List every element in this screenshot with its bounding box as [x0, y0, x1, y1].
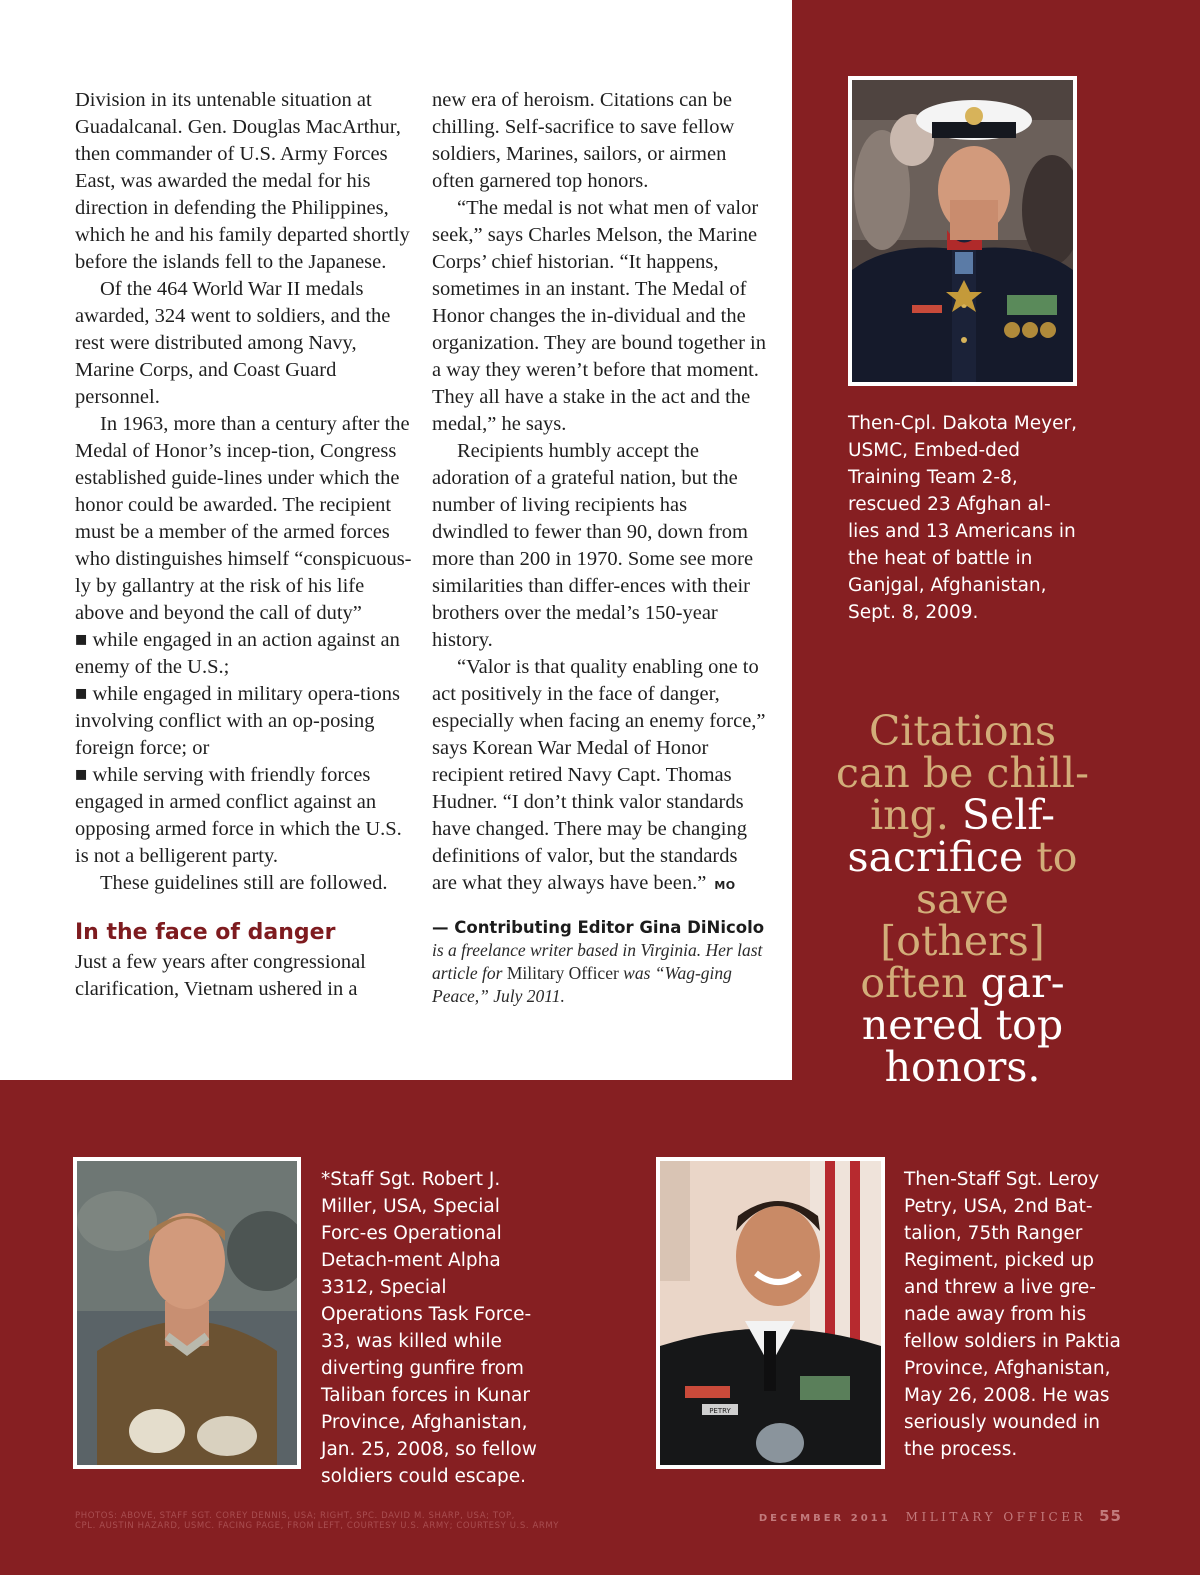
caption-miller: *Staff Sgt. Robert J. Miller, USA, Special Forc-es Operational Detach-ment Alpha 3312, Special Operations Task Force-33, was killed while diverting gunfire from Taliban forces in Kunar Province, Afghanistan, Jan. 25, 2008, so fellow soldiers could escape. [321, 1169, 537, 1487]
article-column-2 [432, 87, 767, 1008]
issue-date: DECEMBER 2011 [758, 1513, 891, 1524]
author-bio [432, 939, 767, 1008]
pull-quote-white-text: Self-sacrifice [847, 791, 1055, 881]
bullet-item: ■ while serving with friendly forces engaged in armed conflict against an opposing armed force in which the U.S. is not a belligerent party. [75, 764, 402, 867]
photo-dakota-meyer [848, 76, 1077, 386]
photo-leroy-petry [656, 1157, 885, 1469]
caption-petry: Then-Staff Sgt. Leroy Petry, USA, 2nd Bat-talion, 75th Ranger Regiment, picked up and threw a live gre-nade away from his fellow soldiers in Paktia Province, Afghanistan, May 26, 2008. He was seriously wounded in the process. [904, 1169, 1121, 1460]
page-number: 55 [1099, 1507, 1122, 1525]
photo-credits [75, 1511, 675, 1531]
section-subhead: In the face of danger [75, 920, 336, 945]
credit-line: CPL. AUSTIN HAZARD, USMC. FACING PAGE, FROM LEFT, COURTESY U.S. ARMY; COURTESY U.S. ARMY [75, 1521, 560, 1531]
bullet-item: ■ while engaged in an action against an enemy of the U.S.; [75, 629, 400, 678]
publication-name: Military Officer [506, 963, 619, 983]
author-bio-text: was “Wag-ging Peace,” July 2011. [432, 963, 732, 1006]
body-paragraph: new era of heroism. Citations can be chilling. Self-sacrifice to save fellow soldiers, Marines, sailors, or airmen often garnered top honors. [432, 89, 735, 192]
body-paragraph: Division in its untenable situation at Guadalcanal. Gen. Douglas MacArthur, then commander of U.S. Army Forces East, was awarded the medal for his direction in defending the Philippines, which he and his family departed shortly before the islands fell to the Japanese. [75, 89, 410, 273]
name-tag-text: PETRY [709, 1407, 731, 1415]
body-paragraph: Of the 464 World War II medals awarded, 324 went to soldiers, and the rest were distributed among Navy, Marine Corps, and Coast Guard personnel. [75, 278, 391, 408]
end-mark: MO [714, 879, 736, 892]
soldier-portrait-image [77, 1161, 297, 1465]
quote-text: “Valor is that quality enabling one to act positively in the face of danger, especially when facing an enemy force,” says Korean War Medal of Honor recipient retired Navy Capt. Thomas Hudner. “I don’t think valor standards have changed. There may be changing definitions of valor, but the standards are what they always have been.” [432, 656, 766, 894]
body-paragraph: “The medal is not what men of valor seek,” says Charles Melson, the Marine Corps’ chief historian. “It happens, sometimes in an instant. The Medal of Honor changes the in-dividual and the organization. They are bound together in a way they weren’t before that moment. They all have a stake in the act and the medal,” he says. [432, 197, 766, 435]
pull-quote [835, 707, 1090, 1091]
marine-portrait-image [852, 80, 1073, 382]
pull-quote-white-text: gar-nered top honors. [861, 959, 1065, 1091]
credit-line: PHOTOS: ABOVE, STAFF SGT. COREY DENNIS, USA; RIGHT, SPC. DAVID M. SHARP, USA; TOP, [75, 1511, 515, 1521]
author-byline: — Contributing Editor Gina DiNicolo [432, 918, 765, 937]
body-paragraph: Recipients humbly accept the adoration of a grateful nation, but the number of living recipients has dwindled to fewer than 90, down from more than 200 in 1970. Some see more similarities than differ-ences with their brothers over the medal’s 150-year history. [432, 440, 754, 651]
body-paragraph: Just a few years after congressional clarification, Vietnam ushered in a [75, 951, 366, 1000]
soldier-portrait-image [660, 1161, 881, 1465]
page-folio [759, 1506, 1122, 1525]
article-column-1 [75, 87, 415, 1003]
photo-robert-miller [73, 1157, 301, 1469]
body-paragraph: These guidelines still are followed. [100, 872, 388, 894]
bullet-item: ■ while engaged in military opera-tions involving conflict with an op-posing foreign force; or [75, 683, 400, 759]
body-paragraph: In 1963, more than a century after the Medal of Honor’s incep-tion, Congress established guide-lines under which the honor could be awarded. The recipient must be a member of the armed forces who distinguishes himself “conspicuous-ly by gallantry at the risk of his life above and beyond the call of duty” [75, 413, 412, 624]
body-paragraph [432, 654, 767, 899]
caption-meyer: Then-Cpl. Dakota Meyer, USMC, Embed-ded Training Team 2-8, rescued 23 Afghan al-lies and 13 Americans in the heat of battle in Ganjgal, Afghanistan, Sept. 8, 2009. [848, 413, 1077, 623]
magazine-name: MILITARY OFFICER [905, 1510, 1087, 1524]
pull-quote-gold-text: Citations can be chill-ing. [836, 707, 1089, 839]
pull-quote-gold-text: to save [others] often [860, 833, 1078, 1007]
author-bio-text: is a freelance writer based in Virginia. Her last article for [432, 940, 763, 983]
